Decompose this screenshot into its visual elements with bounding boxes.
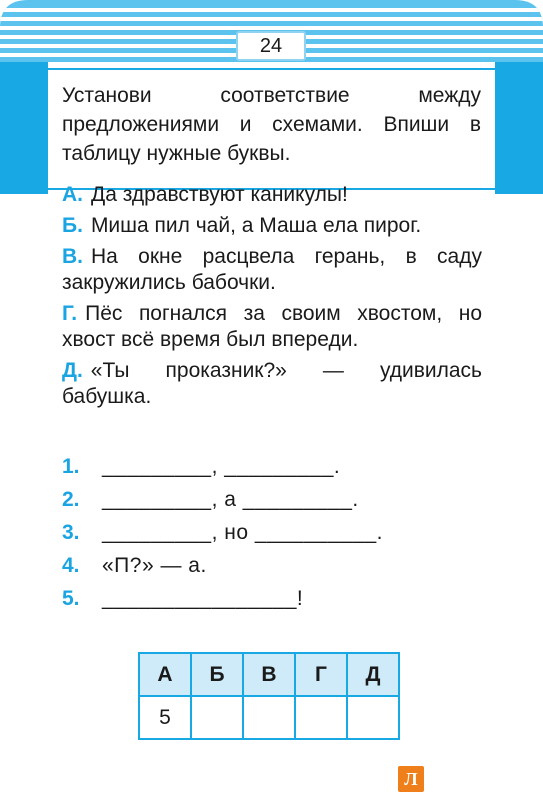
scheme-number: 3.	[62, 521, 80, 544]
right-band	[495, 62, 543, 194]
scheme-text: _________, _________.	[102, 455, 341, 478]
sentence-letter: Б.	[62, 214, 83, 237]
scheme-3	[62, 520, 482, 553]
instruction-text: Установи соответствие между предложениями и схемами. Впиши в таблицу нужные буквы.	[62, 84, 481, 165]
answer-cell[interactable]: 5	[139, 696, 191, 739]
scheme-1	[62, 454, 482, 487]
scheme-4	[62, 553, 482, 586]
answer-cell[interactable]	[347, 696, 399, 739]
sentence-text: «Ты проказник?» — удивилась бабушка.	[62, 359, 482, 408]
scheme-5	[62, 586, 482, 619]
scheme-number: 1.	[62, 455, 80, 478]
table-answer-row	[139, 696, 399, 739]
sentence-text: Миша пил чай, а Маша ела пирог.	[90, 214, 422, 237]
page-number: 24	[236, 31, 306, 61]
scheme-number: 5.	[62, 587, 80, 610]
table-header-cell: А	[139, 653, 191, 696]
answer-table	[138, 652, 400, 740]
sentence-letter: В.	[62, 245, 83, 268]
answer-cell[interactable]	[243, 696, 295, 739]
scheme-list	[62, 454, 482, 619]
sentence-letter: А.	[62, 183, 83, 206]
scheme-text: «П?» — а.	[102, 554, 207, 577]
sentence-v	[62, 244, 482, 296]
sentence-a	[62, 182, 482, 208]
sentence-list	[62, 182, 482, 415]
page-header	[0, 0, 543, 62]
scheme-text: ________________!	[102, 587, 304, 610]
scheme-number: 2.	[62, 488, 80, 511]
sentence-letter: Г.	[62, 302, 78, 325]
table-header-cell: Б	[191, 653, 243, 696]
table-header-cell: Г	[295, 653, 347, 696]
sentence-text: Да здравствуют каникулы!	[91, 183, 348, 206]
publisher-logo: Л	[398, 766, 424, 792]
table-header-row	[139, 653, 399, 696]
scheme-text: _________, но __________.	[102, 521, 384, 544]
sentence-d	[62, 358, 482, 410]
sentence-b	[62, 213, 482, 239]
sentence-text: На окне расцвела герань, в саду закружились бабочки.	[62, 245, 482, 294]
scheme-number: 4.	[62, 554, 80, 577]
answer-cell[interactable]	[295, 696, 347, 739]
sentence-g	[62, 301, 482, 353]
sentence-letter: Д.	[62, 359, 83, 382]
left-band	[0, 62, 48, 194]
scheme-2	[62, 487, 482, 520]
instruction-box	[48, 68, 495, 190]
answer-cell[interactable]	[191, 696, 243, 739]
table-header-cell: В	[243, 653, 295, 696]
sentence-text: Пёс погнался за своим хвостом, но хвост всё время был впереди.	[62, 302, 482, 351]
scheme-text: _________, а _________.	[102, 488, 359, 511]
table-header-cell: Д	[347, 653, 399, 696]
